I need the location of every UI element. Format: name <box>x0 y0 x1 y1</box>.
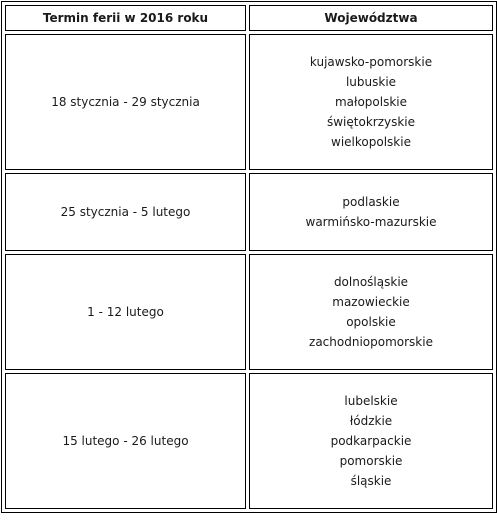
term-cell: 1 - 12 lutego <box>5 254 246 370</box>
region-name: podkarpackie <box>330 434 412 448</box>
region-name: mazowieckie <box>332 295 410 309</box>
header-term: Termin ferii w 2016 roku <box>5 5 246 31</box>
winter-holiday-table <box>1 1 497 513</box>
region-name: łódzkie <box>349 414 393 428</box>
region-name: małopolskie <box>334 95 407 109</box>
region-name: lubuskie <box>345 75 397 89</box>
region-name: opolskie <box>346 315 396 329</box>
region-name: zachodniopomorskie <box>309 335 433 349</box>
table-row <box>5 173 493 251</box>
regions-cell <box>249 373 493 509</box>
table-row <box>5 373 493 509</box>
table-header-row <box>5 5 493 31</box>
header-regions: Województwa <box>249 5 493 31</box>
term-cell: 18 stycznia - 29 stycznia <box>5 34 246 170</box>
regions-cell <box>249 34 493 170</box>
table-row <box>5 34 493 170</box>
region-name: dolnośląskie <box>333 275 409 289</box>
region-name: lubelskie <box>344 394 398 408</box>
regions-cell <box>249 254 493 370</box>
term-cell: 15 lutego - 26 lutego <box>5 373 246 509</box>
region-name: podlaskie <box>342 195 400 209</box>
region-name: wielkopolskie <box>331 135 411 149</box>
regions-cell <box>249 173 493 251</box>
term-cell: 25 stycznia - 5 lutego <box>5 173 246 251</box>
region-name: pomorskie <box>339 454 403 468</box>
table-row <box>5 254 493 370</box>
region-name: warmińsko-mazurskie <box>305 215 437 229</box>
region-name: kujawsko-pomorskie <box>309 55 433 69</box>
region-name: świętokrzyskie <box>326 115 416 129</box>
region-name: śląskie <box>350 474 392 488</box>
